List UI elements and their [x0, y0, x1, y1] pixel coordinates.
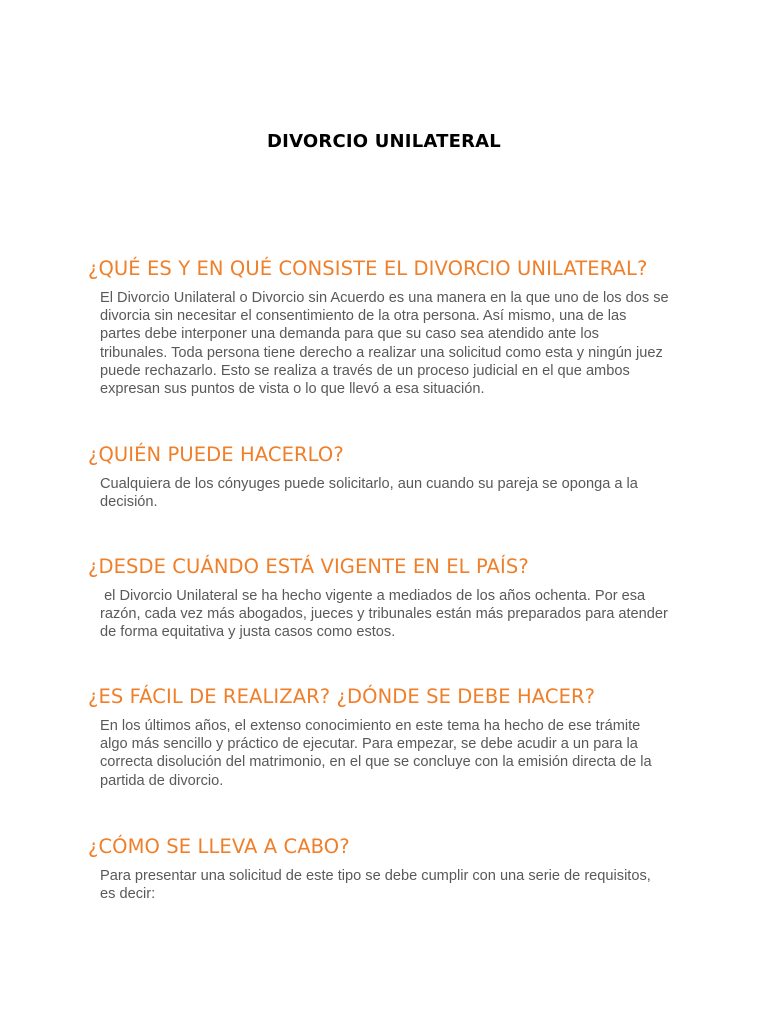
section-body: El Divorcio Unilateral o Divorcio sin Acuerdo es una manera en la que uno de los dos se divorcia sin necesitar el consentimiento de la otra persona. Así mismo, una de las partes debe interponer una demanda para que su caso sea atendido ante los tribunales. Toda persona tiene derecho a realizar una solicitud como esta y ningún juez puede rechazarlo. Esto se realiza a través de un proceso judicial en el que ambos expresan sus puntos de vista o lo que llevó a esa situación.	[100, 290, 669, 398]
section-body: En los últimos años, el extenso conocimiento en este tema ha hecho de ese trámite algo más sencillo y práctico de ejecutar. Para empezar, se debe acudir a un para la correcta disolución del matrimonio, en el que se concluye con la emisión directa de la partida de divorcio.	[100, 718, 652, 789]
section-como-se-lleva	[88, 835, 688, 903]
section-quien-puede	[88, 443, 688, 511]
section-body: Cualquiera de los cónyuges puede solicitarlo, aun cuando su pareja se oponga a la decisión.	[100, 476, 638, 511]
section-heading: ¿QUIÉN PUEDE HACERLO?	[88, 443, 344, 466]
section-es-facil	[88, 685, 688, 790]
document-title: DIVORCIO UNILATERAL	[267, 131, 501, 152]
section-desde-cuando	[88, 555, 688, 642]
section-body: Para presentar una solicitud de este tipo se debe cumplir con una serie de requisitos, es decir:	[100, 868, 651, 903]
section-body: el Divorcio Unilateral se ha hecho vigente a mediados de los años ochenta. Por esa razón, cada vez más abogados, jueces y tribunales están más preparados para atender de forma equitativa y justa casos como estos.	[100, 588, 672, 641]
section-heading: ¿CÓMO SE LLEVA A CABO?	[88, 835, 350, 858]
section-heading: ¿QUÉ ES Y EN QUÉ CONSISTE EL DIVORCIO UNILATERAL?	[88, 257, 648, 280]
section-heading: ¿ES FÁCIL DE REALIZAR? ¿DÓNDE SE DEBE HACER?	[88, 685, 596, 708]
section-que-es	[88, 257, 688, 398]
section-heading: ¿DESDE CUÁNDO ESTÁ VIGENTE EN EL PAÍS?	[88, 555, 529, 578]
